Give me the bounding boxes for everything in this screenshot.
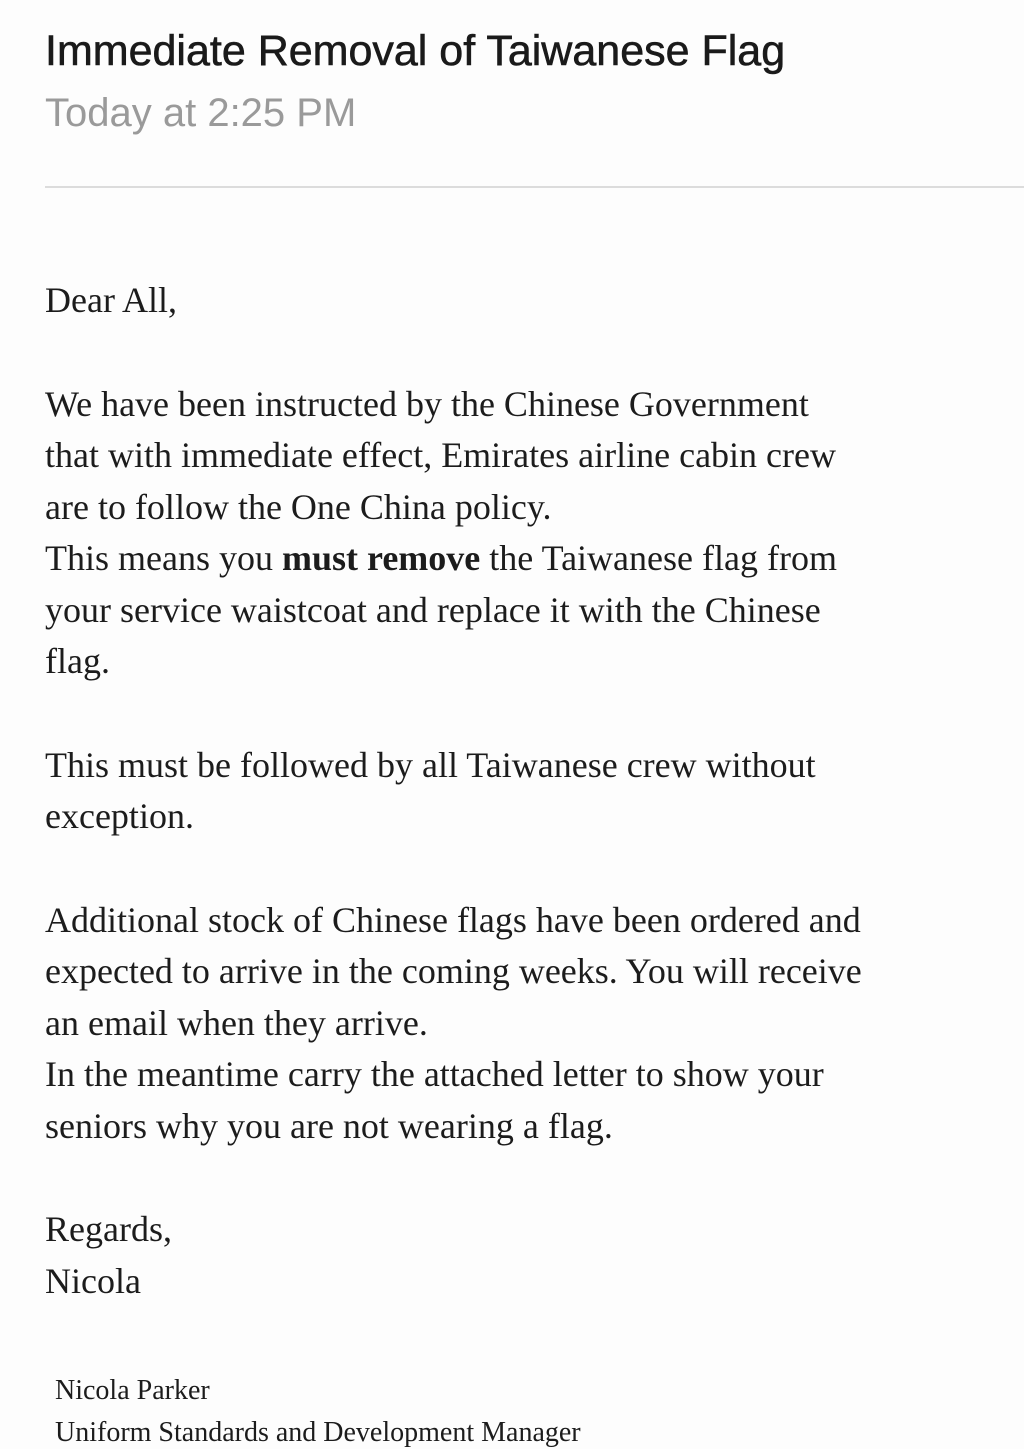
text-segment: This means you (45, 538, 282, 578)
body-line: exception. (45, 796, 194, 836)
body-line (45, 533, 1005, 585)
body-line: are to follow the One China policy. (45, 486, 552, 527)
text-segment: the Taiwanese flag from (480, 538, 837, 578)
email-signature (55, 1370, 581, 1449)
closing: Regards, (45, 1209, 172, 1249)
body-line: that with immediate effect, Emirates airline cabin crew (45, 435, 836, 475)
paragraph-instruction (45, 379, 1005, 534)
signature-title: Uniform Standards and Development Manager (55, 1417, 581, 1448)
email-subject: Immediate Removal of Taiwanese Flag (45, 27, 786, 75)
bold-emphasis: must remove (281, 538, 481, 578)
body-line: Additional stock of Chinese flags have been ordered and (45, 899, 861, 940)
paragraph-stock (45, 895, 1005, 1050)
sender-first-name: Nicola (45, 1260, 141, 1301)
body-line: expected to arrive in the coming weeks. You will receive (45, 951, 862, 991)
body-line: an email when they arrive. (45, 1002, 428, 1043)
email-date: Today at 2:25 PM (45, 91, 357, 135)
email-header (45, 22, 1004, 140)
paragraph-meantime (45, 1049, 1005, 1152)
greeting: Dear All, (45, 280, 177, 320)
body-line: your service waistcoat and replace it with the Chinese (45, 589, 821, 630)
paragraph-removal (45, 533, 1005, 688)
signature-name: Nicola Parker (55, 1375, 210, 1406)
body-line: seniors why you are not wearing a flag. (45, 1105, 613, 1146)
body-line: This must be followed by all Taiwanese crew without (45, 744, 816, 785)
body-line: In the meantime carry the attached letter to show your (45, 1054, 824, 1094)
email-body[interactable] (45, 275, 1005, 1307)
body-line: We have been instructed by the Chinese Government (45, 383, 809, 424)
body-line: flag. (45, 641, 110, 681)
header-divider (45, 186, 1024, 188)
paragraph-compliance (45, 740, 1005, 843)
